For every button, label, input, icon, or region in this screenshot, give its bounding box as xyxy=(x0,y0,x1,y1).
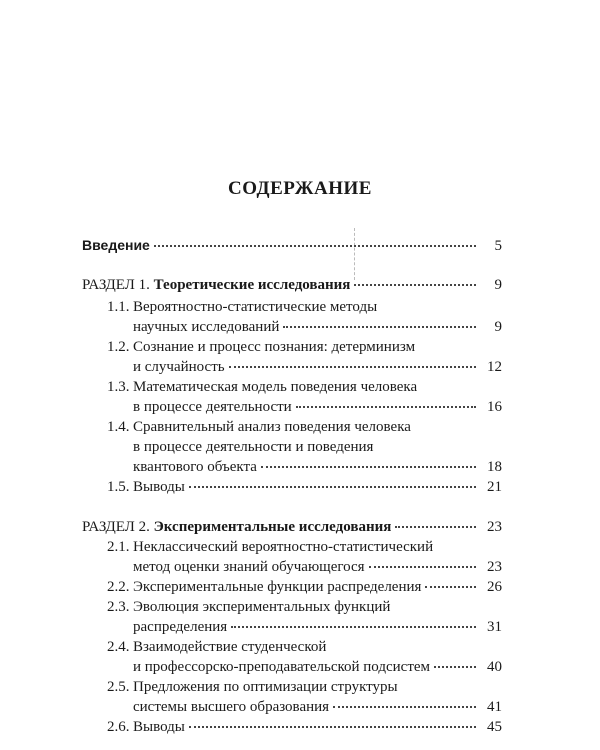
toc-item-text: в процессе деятельности и поведения xyxy=(133,439,374,455)
page-number: 18 xyxy=(487,459,502,475)
toc-item-number: 1.3. xyxy=(107,379,130,395)
toc-item-1-3[interactable] xyxy=(133,398,502,416)
section-title: Экспериментальные исследования xyxy=(153,519,392,535)
toc-item-1-5[interactable] xyxy=(133,478,502,496)
toc-item-text: Эволюция экспериментальных функций xyxy=(133,599,391,615)
section-title: Теоретические исследования xyxy=(153,277,351,293)
page-number: 21 xyxy=(487,479,502,495)
toc-item-number: 1.2. xyxy=(107,339,130,355)
toc-item-number: 1.5. xyxy=(107,479,130,495)
dot-leader xyxy=(434,666,476,668)
toc-item-text: Выводы xyxy=(133,719,185,735)
toc-item-text: Экспериментальные функции распределения xyxy=(133,579,422,595)
toc-item-text: Взаимодействие студенческой xyxy=(133,639,327,655)
toc-item-text: Вероятностно-статистические методы xyxy=(133,299,378,315)
toc-item-1-2[interactable] xyxy=(133,358,502,376)
section-heading xyxy=(82,276,350,294)
dot-leader xyxy=(189,726,476,728)
section-heading xyxy=(82,518,391,536)
toc-item-text: и случайность xyxy=(133,359,225,375)
page-number: 23 xyxy=(487,519,502,535)
toc-item-2-2[interactable] xyxy=(133,578,502,596)
toc-item-text: Сравнительный анализ поведения человека xyxy=(133,419,411,435)
toc-item-text: Предложения по оптимизации структуры xyxy=(133,679,398,695)
dot-leader xyxy=(154,245,476,247)
toc-item-text: Сознание и процесс познания: детерминизм xyxy=(133,339,416,355)
page-number: 16 xyxy=(487,399,502,415)
page-number: 41 xyxy=(487,699,502,715)
toc-item-text: научных исследований xyxy=(133,319,280,335)
toc-item-1-1[interactable] xyxy=(133,318,502,336)
toc-item-1-4[interactable] xyxy=(133,458,502,476)
page-number: 5 xyxy=(494,238,502,254)
dot-leader xyxy=(261,466,476,468)
toc-item-text: квантового объекта xyxy=(133,459,257,475)
toc-item-number: 1.4. xyxy=(107,419,130,435)
toc-item-text: и профессорско-преподавательской подсистем xyxy=(133,659,431,675)
dot-leader xyxy=(354,284,476,286)
toc-item-text: системы высшего образования xyxy=(133,699,330,715)
page-number: 9 xyxy=(494,277,502,293)
toc-item-text: в процессе деятельности xyxy=(133,399,292,415)
section-prefix: РАЗДЕЛ 1. xyxy=(82,277,154,293)
dot-leader xyxy=(283,326,476,328)
toc-intro-label: Введение xyxy=(82,237,150,253)
toc-item-text: метод оценки знаний обучающегося xyxy=(133,559,365,575)
page-number: 9 xyxy=(494,319,502,335)
toc-item-text: Выводы xyxy=(133,479,185,495)
toc-item-text: распределения xyxy=(133,619,228,635)
page-number: 40 xyxy=(487,659,502,675)
page-number: 31 xyxy=(487,619,502,635)
page-title: СОДЕРЖАНИЕ xyxy=(228,178,372,199)
dot-leader xyxy=(369,566,476,568)
dot-leader xyxy=(333,706,476,708)
dot-leader xyxy=(395,526,476,528)
page-number: 45 xyxy=(487,719,502,735)
toc-section-1[interactable] xyxy=(82,276,502,294)
dot-leader xyxy=(229,366,476,368)
toc-item-2-4[interactable] xyxy=(133,658,502,676)
toc-item-2-3[interactable] xyxy=(133,618,502,636)
toc-item-number: 2.4. xyxy=(107,639,130,655)
toc-item-text: Неклассический вероятностно-статистический xyxy=(133,539,434,555)
dot-leader xyxy=(296,406,476,408)
toc-item-number: 2.2. xyxy=(107,579,130,595)
toc-item-2-6[interactable] xyxy=(133,718,502,736)
toc-item-number: 2.5. xyxy=(107,679,130,695)
toc-item-number: 2.6. xyxy=(107,719,130,735)
toc-section-2[interactable] xyxy=(82,518,502,536)
toc-item-number: 2.1. xyxy=(107,539,130,555)
toc-item-text: Математическая модель поведения человека xyxy=(133,379,418,395)
dot-leader xyxy=(231,626,476,628)
toc-item-2-5[interactable] xyxy=(133,698,502,716)
toc-item-2-1[interactable] xyxy=(133,558,502,576)
dot-leader xyxy=(425,586,476,588)
dot-leader xyxy=(189,486,476,488)
page-number: 23 xyxy=(487,559,502,575)
section-prefix: РАЗДЕЛ 2. xyxy=(82,519,154,535)
page-number: 12 xyxy=(487,359,502,375)
toc-intro[interactable] xyxy=(82,236,502,255)
page-number: 26 xyxy=(487,579,502,595)
toc-item-number: 1.1. xyxy=(107,299,130,315)
toc-item-number: 2.3. xyxy=(107,599,130,615)
